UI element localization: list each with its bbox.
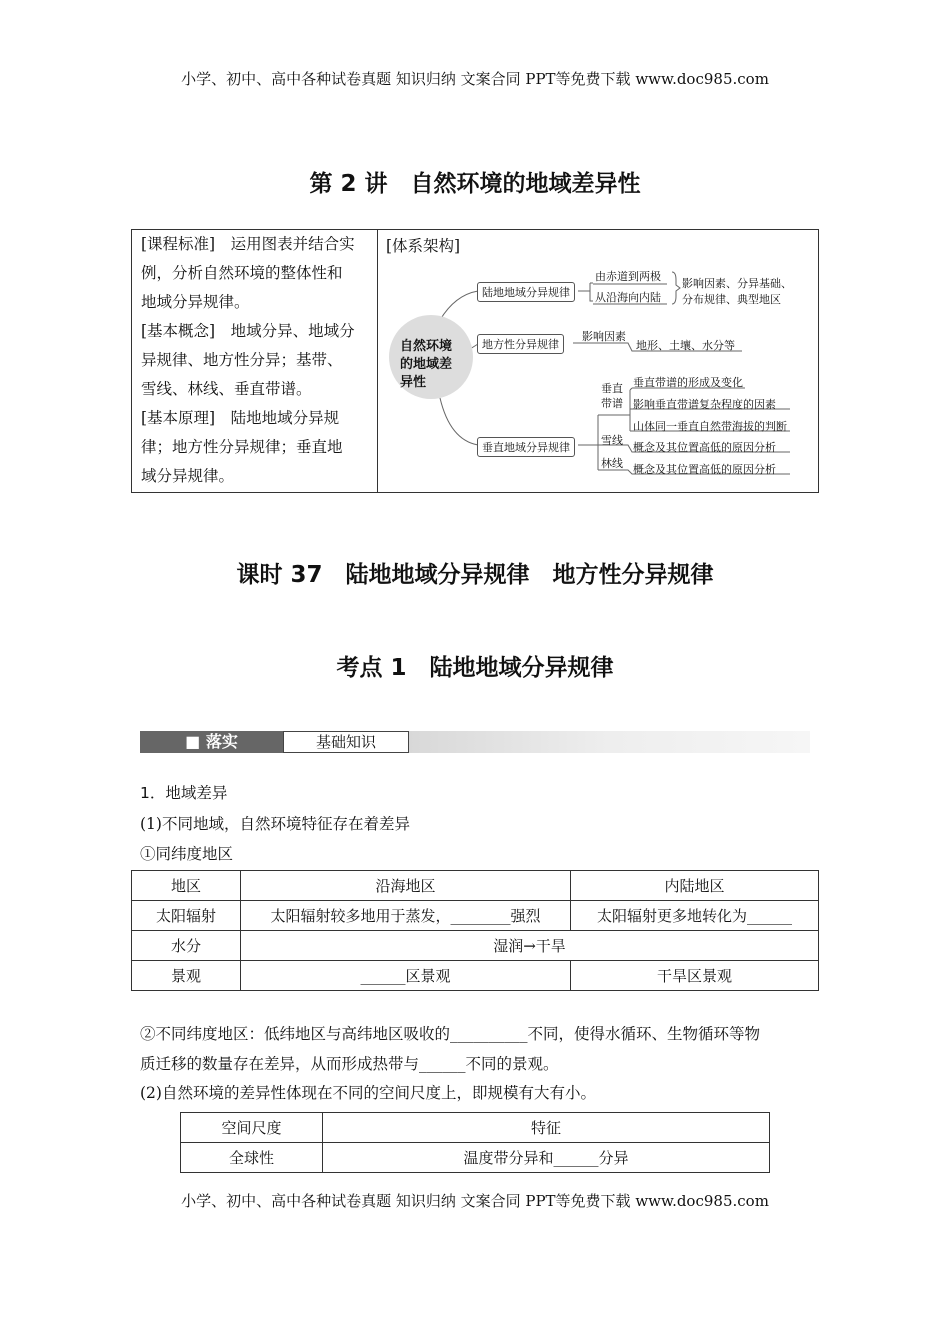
course-standard-text: [课程标准] 运用图表并结合实 例，分析自然环境的整体性和 地域分异规律。 [基本概念] 地域分异、地域分 异规律、地方性分异；基带、 雪线、林线、垂直带谱。 [基本原理] 陆地地域分异规 律；地方性分异规律；垂直地 域分异规律。 — [141, 235, 355, 485]
land-topics-1: 影响因素、分异基础、 — [682, 277, 792, 290]
text-line: ②不同纬度地区：低纬地区与高纬地区吸收的__________不同，使得水循环、生物循环等物 — [140, 1025, 761, 1043]
text-line: (1)不同地域，自然环境特征存在着差异 — [140, 815, 410, 833]
table-row: 水分 湿润→干旱 — [132, 931, 819, 961]
treeline-label: 林线 — [601, 457, 623, 470]
vertical-item: 山体同一垂直自然带海拔的判断 — [633, 420, 787, 433]
table-row: 景观 ______区景观 干旱区景观 — [132, 961, 819, 991]
equator-to-poles: 由赤道到两极 — [595, 270, 661, 283]
land-topics-2: 分布规律、典型地区 — [682, 293, 781, 306]
banner-label: ■ 落实 — [140, 731, 283, 753]
coast-to-inland: 从沿海向内陆 — [595, 291, 661, 304]
vertical-item: 影响垂直带谱复杂程度的因素 — [633, 398, 776, 411]
text-line: (2)自然环境的差异性体现在不同的空间尺度上，即规模有大有小。 — [140, 1084, 596, 1102]
section-title: 考点 1 陆地地域分异规律 — [336, 655, 614, 681]
vertical-item: 概念及其位置高低的原因分析 — [633, 441, 776, 454]
local-factors: 影响因素 — [582, 330, 626, 343]
page-footer: 小学、初中、高中各种试卷真题 知识归纳 文案合同 PPT等免费下载 www.doc985.com — [181, 1192, 769, 1210]
concept-map-lines — [0, 0, 950, 500]
branch-local: 地方性分异规律 — [477, 334, 564, 354]
chapter-title: 第 2 讲 自然环境的地域差异性 — [309, 171, 641, 197]
branch-vertical: 垂直地域分异规律 — [477, 437, 575, 457]
local-factor-list: 地形、土壤、水分等 — [636, 339, 735, 352]
vertical-spectrum-label: 垂直带谱 — [601, 382, 623, 410]
text-line: ①同纬度地区 — [140, 845, 234, 863]
vertical-item: 垂直带谱的形成及变化 — [633, 376, 743, 389]
heading-1: 1．地域差异 — [140, 784, 228, 802]
framework-label: [体系架构] — [386, 237, 461, 255]
same-latitude-table — [131, 870, 819, 991]
table-row: 太阳辐射 太阳辐射较多地用于蒸发，________强烈 太阳辐射更多地转化为______ — [132, 901, 819, 931]
table-row: 空间尺度 特征 — [181, 1113, 770, 1143]
branch-land: 陆地地域分异规律 — [477, 282, 575, 302]
center-topic: 自然环境的地域差异性 — [400, 339, 453, 390]
table-row: 全球性 温度带分异和______分异 — [181, 1143, 770, 1173]
lesson-title: 课时 37 陆地地域分异规律 地方性分异规律 — [236, 562, 714, 588]
banner-sublabel: 基础知识 — [283, 731, 409, 753]
section-banner — [140, 731, 810, 753]
page-header: 小学、初中、高中各种试卷真题 知识归纳 文案合同 PPT等免费下载 www.doc985.com — [181, 70, 769, 88]
table-row: 地区 沿海地区 内陆地区 — [132, 871, 819, 901]
text-line: 质迁移的数量存在差异，从而形成热带与______不同的景观。 — [140, 1055, 559, 1073]
spatial-scale-table — [180, 1112, 770, 1173]
snowline-label: 雪线 — [601, 434, 623, 447]
vertical-item: 概念及其位置高低的原因分析 — [633, 463, 776, 476]
